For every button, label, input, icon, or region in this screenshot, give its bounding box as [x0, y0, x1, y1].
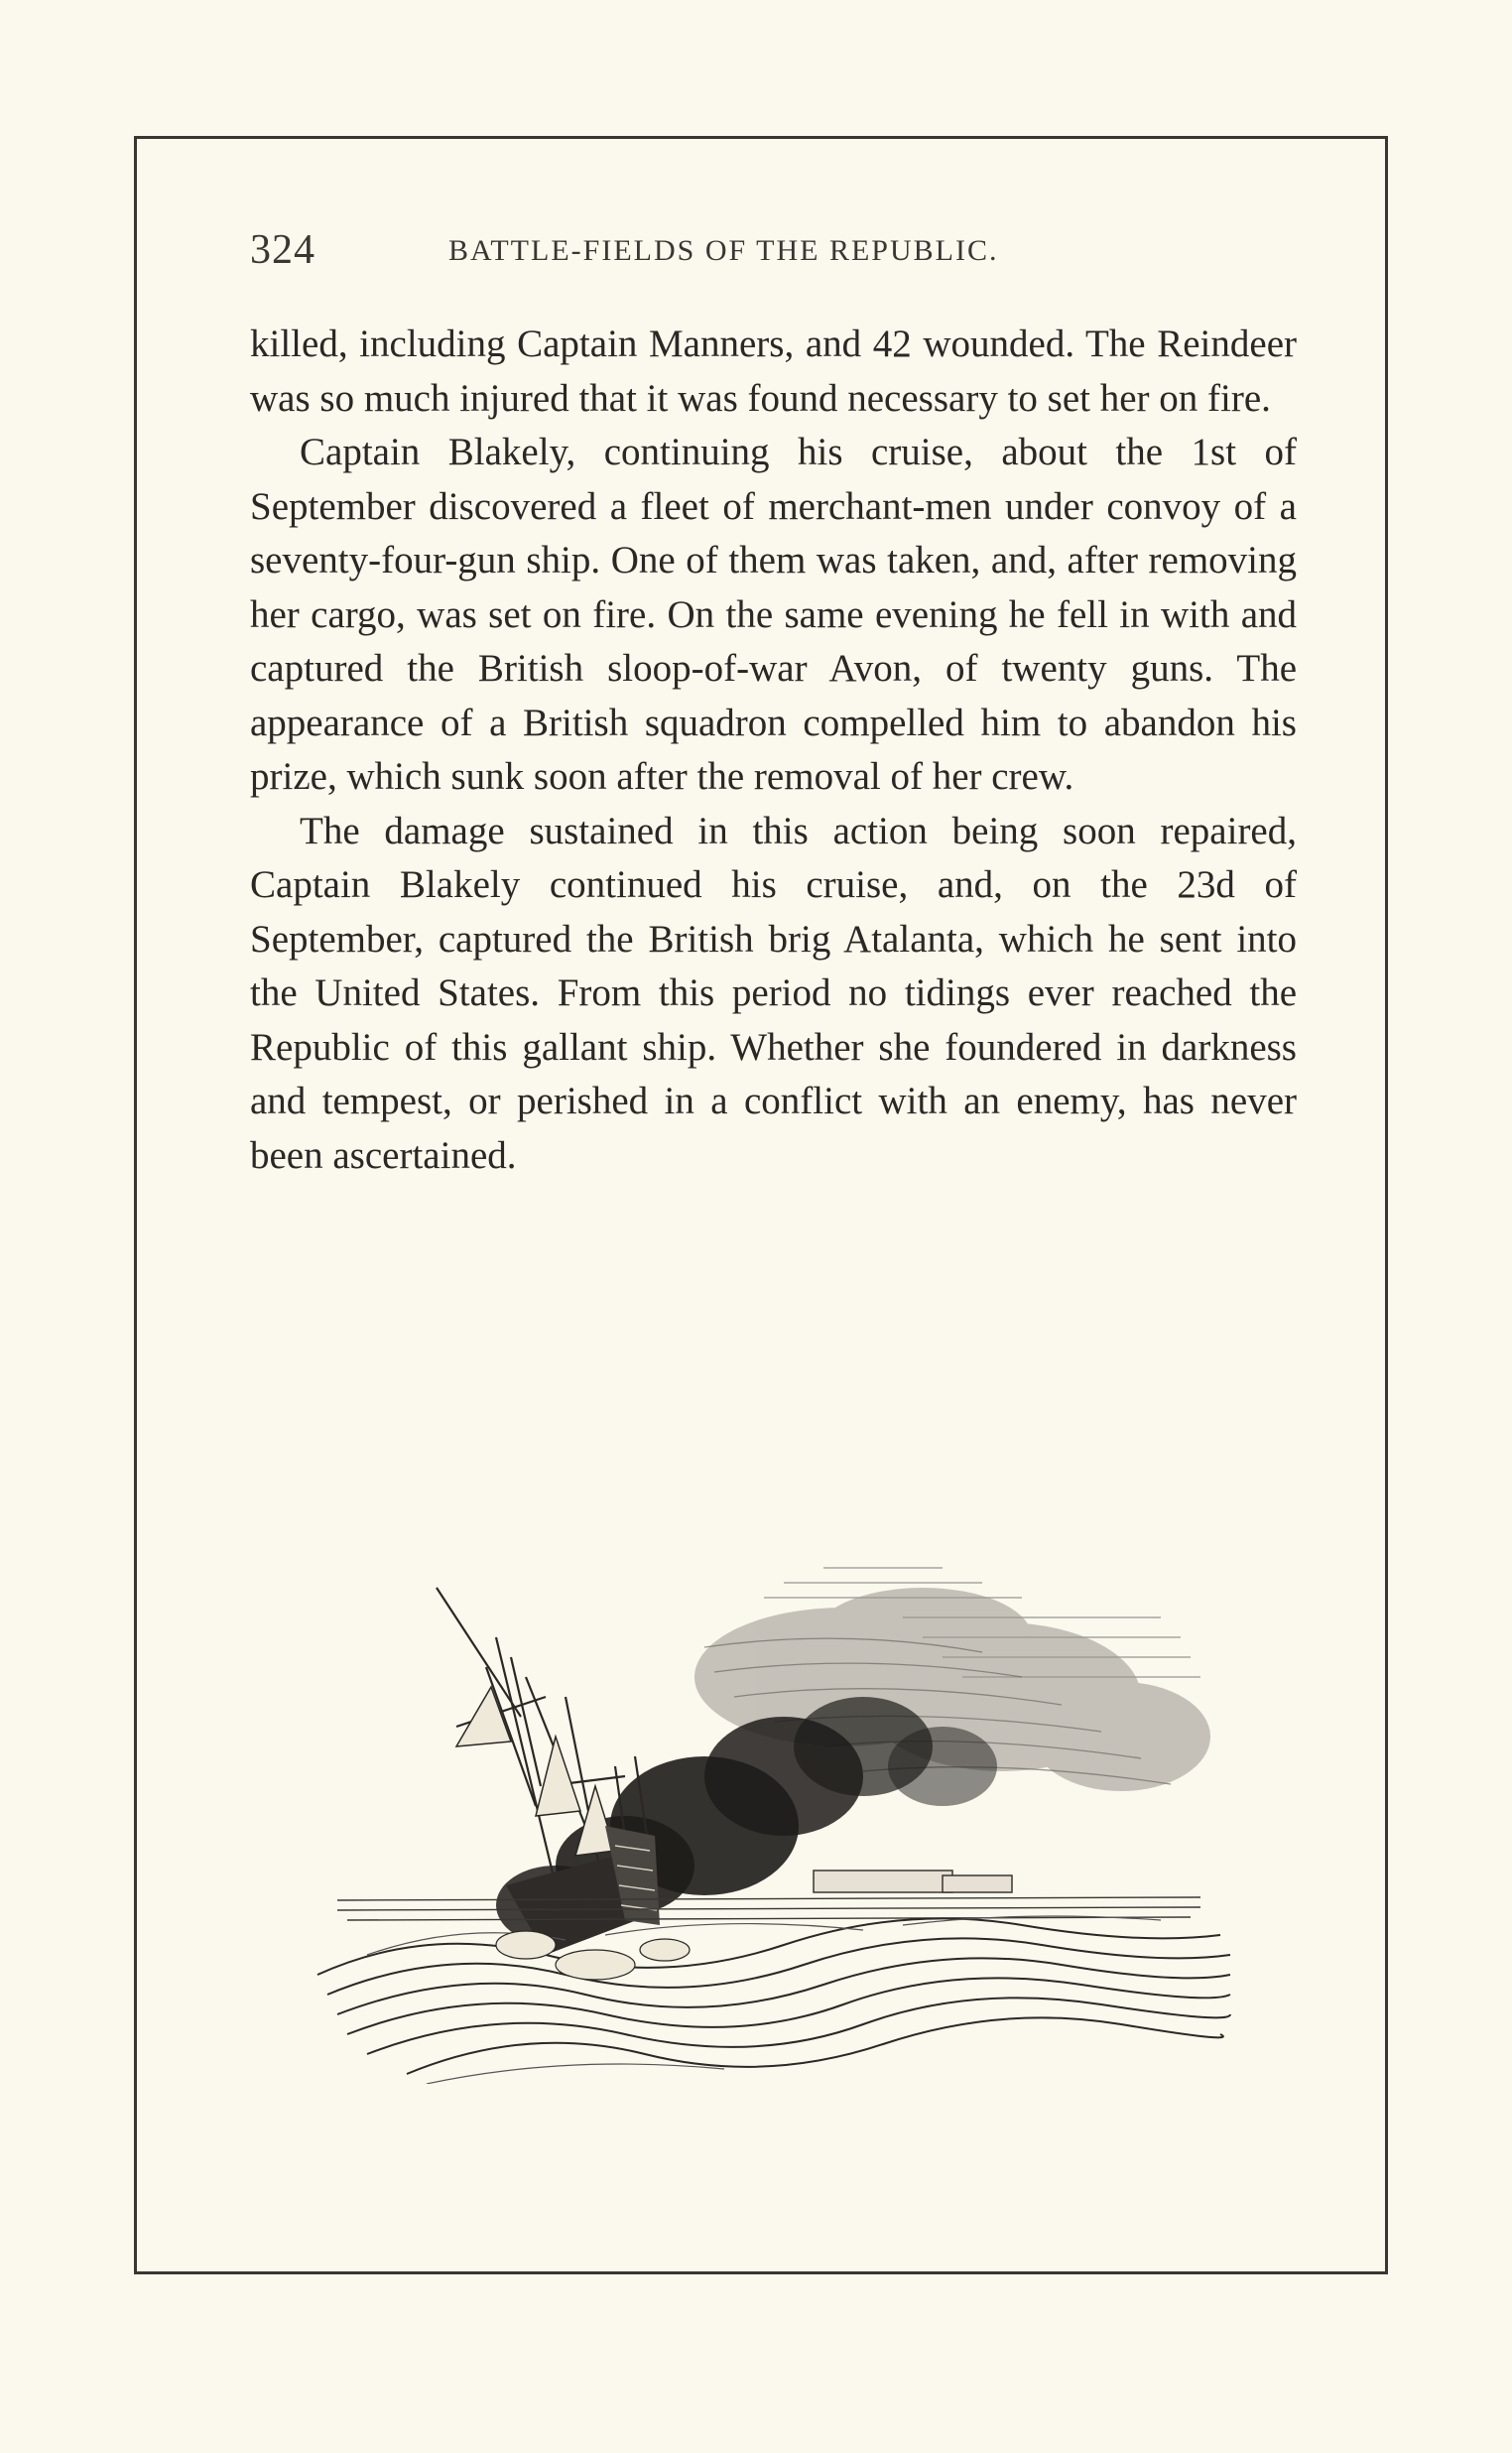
running-head	[250, 226, 1252, 286]
sinking-ship-engraving-icon	[308, 1528, 1240, 2084]
page-number: 324	[250, 227, 315, 273]
paragraph-2: Captain Blakely, continuing his cruise, about the 1st of September discovered a fleet of merchant-men under convoy of a seventy-four-gun ship. One of them was taken, and, after removing her cargo, was set on fire. On the same evening he fell in with and captured the British sloop-of-war Avon, of twenty guns. The appearance of a British squadron compelled him to abandon his prize, which sunk soon after the removal of her crew.	[250, 431, 1297, 798]
paragraph-1: killed, including Captain Manners, and 42 wounded. The Reindeer was so much injured that it was found necessary to set her on fire.	[250, 323, 1297, 420]
paragraph-3: The damage sustained in this action being soon repaired, Captain Blakely continued his cruise, and, on the 23d of September, captured the British brig Atalanta, which he sent into the United States. From this period no tidings ever reached the Republic of this gallant ship. Whether she foundered in darkness and tempest, or perished in a conflict with an enemy, has never been ascertained.	[250, 809, 1297, 1177]
running-title: BATTLE-FIELDS OF THE REPUBLIC.	[448, 234, 999, 267]
text-body	[250, 318, 1297, 1183]
